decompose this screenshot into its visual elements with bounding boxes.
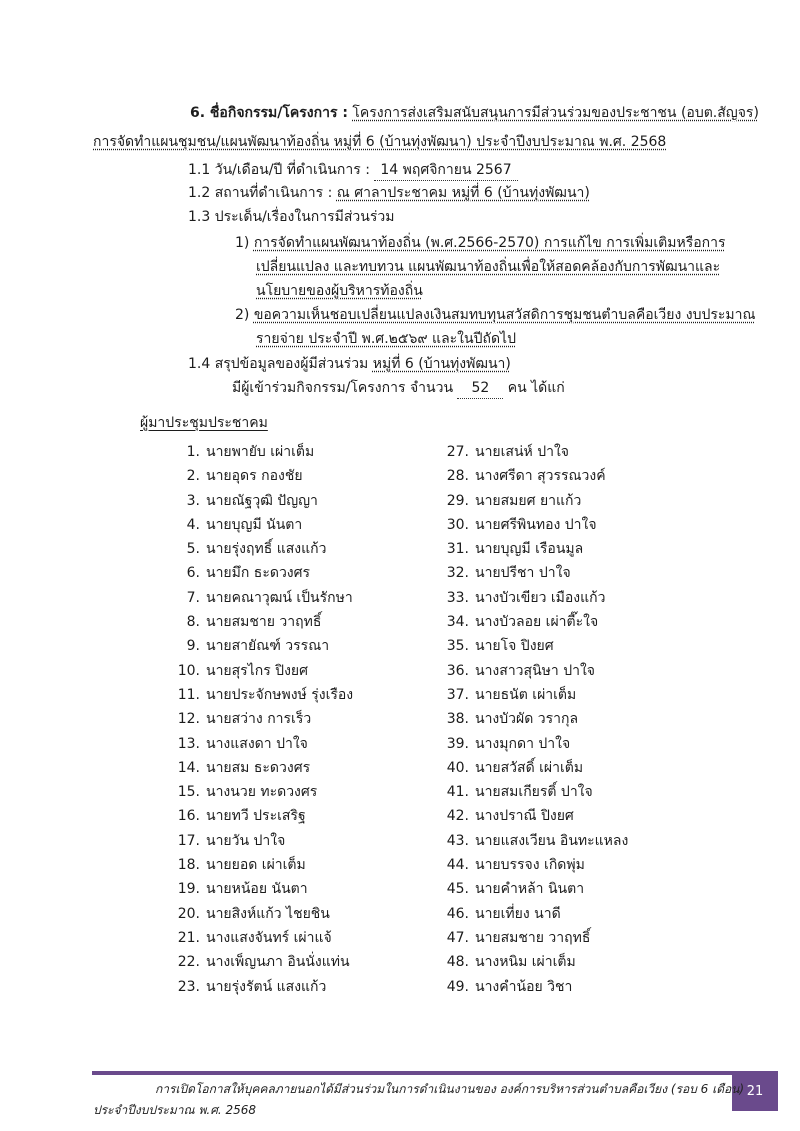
attendee-name: นางปราณี ปิงยศ — [475, 808, 574, 825]
attendee-number: 23. — [177, 978, 200, 995]
attendee-number: 5. — [186, 541, 200, 558]
attendee-name: นายสายัณฑ์ วรรณา — [206, 638, 330, 655]
attendee-name: นายรุ่งรัตน์ แสงแก้ว — [206, 978, 327, 995]
summary-label: 1.4 สรุปข้อมูลของผู้มีส่วนร่วม — [188, 356, 369, 372]
attendee-name: นางมุกดา ปาใจ — [475, 735, 571, 752]
attendee-number: 6. — [186, 565, 200, 582]
list-item — [168, 804, 353, 828]
list-item — [437, 950, 628, 974]
attendee-name: นายอุดร กองชัย — [206, 468, 303, 485]
attendee-name: นางบัวลอย เผ่าตี๊ะใจ — [475, 614, 599, 631]
attendee-name: นายบุญมี นันตา — [206, 516, 303, 533]
date-value: 14 พฤศจิกายน 2567 — [374, 160, 517, 181]
list-item — [437, 537, 628, 561]
list-item — [437, 804, 628, 828]
list-item — [168, 489, 353, 513]
list-item — [437, 610, 628, 634]
attendee-name: นางบัวผัด วรากุล — [475, 711, 579, 728]
list-item — [168, 707, 353, 731]
attendee-name: นายสิงห์แก้ว ไชยชิน — [206, 905, 330, 922]
issue-2-text-1: ขอความเห็นชอบเปลี่ยนแปลงเงินสมทบทุนสวัสดิการชุมชนตำบลคือเวียง งบประมาณ — [253, 307, 756, 323]
attendee-number: 10. — [177, 662, 200, 679]
attendee-number: 48. — [446, 954, 469, 971]
issue-1-text-3: นโยบายของผู้บริหารท้องถิ่น — [256, 283, 423, 299]
footer-line-1: การเปิดโอกาสให้บุคคลภายนอกได้มีส่วนร่วมในการดำเนินงานของ องค์การบริหารส่วนตำบลคือเวียง (รอบ 6 เดือน) — [155, 1082, 745, 1096]
list-item — [168, 950, 353, 974]
attendees-right-column — [437, 440, 628, 999]
list-item — [168, 659, 353, 683]
attendee-name: นายเสน่ห์ ปาใจ — [475, 444, 570, 460]
list-item — [437, 464, 628, 488]
footer-divider — [92, 1071, 732, 1075]
attendee-name: นายพายับ เผ่าเต็ม — [206, 444, 315, 460]
list-item — [168, 926, 353, 950]
attendee-name: นางแสงจันทร์ เผ่าแจ้ — [206, 929, 332, 946]
list-item — [168, 732, 353, 756]
attendee-number: 27. — [446, 444, 469, 460]
attendee-name: นายธนัต เผ่าเต็ม — [475, 686, 577, 703]
list-item — [168, 634, 353, 658]
attendee-number: 45. — [446, 881, 469, 898]
attendee-name: นายทวี ประเสริฐ — [206, 808, 306, 825]
issues-label: 1.3 ประเด็น/เรื่องในการมีส่วนร่วม — [188, 209, 395, 225]
list-item — [168, 610, 353, 634]
date-row — [188, 160, 518, 181]
attendee-name: นายรุ่งฤทธิ์ แสงแก้ว — [206, 541, 327, 558]
attendee-name: นายสมยศ ยาแก้ว — [475, 492, 582, 509]
attendee-name: นางคำน้อย วิชา — [475, 978, 573, 995]
attendee-number: 7. — [186, 589, 200, 606]
attendee-name: นายเที่ยง นาดี — [475, 905, 561, 922]
list-item — [168, 683, 353, 707]
attendee-name: นายสมชาย วาฤทธิ์ — [475, 929, 591, 946]
attendee-name: นายศรีพินทอง ปาใจ — [475, 516, 597, 533]
attendee-name: นายมึก ธะดวงศร — [206, 565, 311, 582]
list-item — [437, 440, 628, 464]
issue-1 — [235, 233, 725, 253]
attendee-name: นางบัวเขียว เมืองแก้ว — [475, 589, 606, 606]
attendee-name: นายสมเกียรติ์ ปาใจ — [475, 784, 593, 801]
attendee-name: นางนวย ทะดวงศร — [206, 784, 318, 801]
issue-1-text-1: การจัดทำแผนพัฒนาท้องถิ่น (พ.ศ.2566-2570) การแก้ไข การเพิ่มเติมหรือการ — [253, 235, 726, 251]
attendee-name: นายณัฐวุฒิ ปัญญา — [206, 492, 318, 509]
attendee-number: 33. — [446, 589, 469, 606]
attendee-name: นายประจักษพงษ์ รุ่งเรือง — [206, 686, 354, 703]
attendee-name: นายโจ ปิงยศ — [475, 638, 554, 655]
attendee-name: นางสาวสุนิษา ปาใจ — [475, 662, 595, 679]
attendee-number: 3. — [186, 492, 200, 509]
attendee-name: นางหนิม เผ่าเต็ม — [475, 954, 576, 971]
place-value: ณ ศาลาประชาคม หมู่ที่ 6 (บ้านทุ่งพัฒนา) — [336, 185, 590, 201]
list-item — [437, 683, 628, 707]
list-item — [437, 561, 628, 585]
attendee-number: 30. — [446, 516, 469, 533]
section-title: 6. ชื่อกิจกรรม/โครงการ : — [190, 105, 348, 121]
list-item — [437, 975, 628, 999]
list-item — [437, 513, 628, 537]
project-subtitle: การจัดทำแผนชุมชน/แผนพัฒนาท้องถิ่น หมู่ที่ 6 (บ้านทุ่งพัฒนา) ประจำปีงบประมาณ พ.ศ. 2568 — [93, 134, 667, 150]
list-item — [168, 513, 353, 537]
date-label: 1.1 วัน/เดือน/ปี ที่ดำเนินการ : — [188, 162, 370, 178]
attendee-number: 37. — [446, 686, 469, 703]
attendee-name: นายสมชาย วาฤทธิ์ — [206, 614, 322, 631]
project-title-continued — [93, 132, 666, 152]
participants-prefix: มีผู้เข้าร่วมกิจกรรม/โครงการ จำนวน — [232, 380, 454, 396]
list-item — [437, 756, 628, 780]
section-heading — [190, 103, 759, 123]
attendee-name: นายสม ธะดวงศร — [206, 759, 311, 776]
attendee-name: นายสุรไกร ปิงยศ — [206, 662, 308, 679]
attendee-number: 34. — [446, 614, 469, 631]
list-item — [168, 464, 353, 488]
attendee-name: นายยอด เผ่าเต็ม — [206, 857, 306, 874]
attendee-number: 38. — [446, 711, 469, 728]
attendee-number: 14. — [177, 759, 200, 776]
list-item — [168, 829, 353, 853]
attendee-name: นายสว่าง การเร็ว — [206, 711, 312, 728]
list-item — [437, 586, 628, 610]
attendee-number: 31. — [446, 541, 469, 558]
issue-2-number: 2) — [235, 307, 250, 323]
attendee-name: นางแสงดา ปาใจ — [206, 735, 308, 752]
list-item — [168, 853, 353, 877]
list-item — [168, 586, 353, 610]
list-item — [437, 489, 628, 513]
attendee-name: นางเพ็ญนภา อินนั่งแท่น — [206, 954, 350, 971]
attendee-number: 40. — [446, 759, 469, 776]
attendee-number: 22. — [177, 954, 200, 971]
list-item — [168, 975, 353, 999]
participants-row — [232, 378, 565, 399]
list-item — [168, 440, 353, 464]
place-row — [188, 183, 590, 203]
attendee-number: 9. — [186, 638, 200, 655]
attendee-number: 11. — [177, 686, 200, 703]
list-item — [437, 780, 628, 804]
list-item — [437, 853, 628, 877]
attendees-heading: ผู้มาประชุมประชาคม — [140, 415, 268, 431]
attendee-number: 44. — [446, 857, 469, 874]
attendee-name: นายสวัสดิ์ เผ่าเต็ม — [475, 759, 584, 776]
attendee-number: 13. — [177, 735, 200, 752]
attendee-name: นายวัน ปาใจ — [206, 832, 286, 849]
attendee-number: 19. — [177, 881, 200, 898]
issue-1-number: 1) — [235, 235, 250, 251]
attendee-name: นายบรรจง เกิดพุ่ม — [475, 857, 585, 874]
attendee-number: 35. — [446, 638, 469, 655]
list-item — [437, 659, 628, 683]
issue-1-text-2: เปลี่ยนแปลง และทบทวน แผนพัฒนาท้องถิ่นเพื่อให้สอดคล้องกับการพัฒนาและ — [256, 259, 721, 275]
attendee-number: 4. — [186, 516, 200, 533]
participants-count: 52 — [457, 378, 503, 399]
list-item — [168, 756, 353, 780]
attendee-number: 47. — [446, 929, 469, 946]
list-item — [437, 902, 628, 926]
list-item — [437, 732, 628, 756]
attendee-number: 17. — [177, 832, 200, 849]
attendees-left-column — [168, 440, 353, 999]
attendee-number: 8. — [186, 614, 200, 631]
attendee-number: 32. — [446, 565, 469, 582]
attendee-number: 1. — [186, 444, 200, 460]
attendee-number: 18. — [177, 857, 200, 874]
list-item — [437, 829, 628, 853]
summary-row — [188, 354, 511, 374]
list-item — [168, 561, 353, 585]
attendee-name: นายหน้อย นันตา — [206, 881, 308, 898]
list-item — [437, 926, 628, 950]
attendee-name: นายปรีชา ปาใจ — [475, 565, 571, 582]
attendee-number: 29. — [446, 492, 469, 509]
attendee-name: นายบุญมี เรือนมูล — [475, 541, 584, 558]
attendee-number: 2. — [186, 468, 200, 485]
attendee-number: 12. — [177, 711, 200, 728]
issue-2 — [235, 305, 756, 325]
attendee-number: 15. — [177, 784, 200, 801]
attendee-number: 16. — [177, 808, 200, 825]
list-item — [168, 780, 353, 804]
list-item — [168, 877, 353, 901]
attendee-name: นายคณาวุฒน์ เป็นรักษา — [206, 589, 353, 606]
attendee-name: นายคำหล้า นินตา — [475, 881, 585, 898]
list-item — [437, 634, 628, 658]
place-label: 1.2 สถานที่ดำเนินการ : — [188, 185, 333, 201]
footer-line-2: ประจำปีงบประมาณ พ.ศ. 2568 — [93, 1103, 256, 1117]
list-item — [437, 877, 628, 901]
attendee-number: 39. — [446, 735, 469, 752]
attendee-number: 49. — [446, 978, 469, 995]
attendee-number: 43. — [446, 832, 469, 849]
attendee-number: 28. — [446, 468, 469, 485]
attendee-name: นายแสงเวียน อินทะแหลง — [475, 832, 629, 849]
participants-suffix: คน ได้แก่ — [507, 380, 565, 396]
list-item — [437, 707, 628, 731]
attendee-number: 42. — [446, 808, 469, 825]
project-title: โครงการส่งเสริมสนับสนุนการมีส่วนร่วมของประชาชน (อบต.สัญจร) — [352, 105, 759, 121]
attendee-number: 41. — [446, 784, 469, 801]
page-number: 21 — [732, 1071, 778, 1111]
attendee-number: 36. — [446, 662, 469, 679]
attendee-name: นางศรีดา สุวรรณวงค์ — [475, 468, 606, 485]
list-item — [168, 537, 353, 561]
attendee-number: 20. — [177, 905, 200, 922]
attendee-number: 21. — [177, 929, 200, 946]
list-item — [168, 902, 353, 926]
summary-village: หมู่ที่ 6 (บ้านทุ่งพัฒนา) — [372, 356, 511, 372]
issue-2-text-2: รายจ่าย ประจำปี พ.ศ.๒๕๖๙ และในปีถัดไป — [256, 331, 516, 347]
attendee-number: 46. — [446, 905, 469, 922]
